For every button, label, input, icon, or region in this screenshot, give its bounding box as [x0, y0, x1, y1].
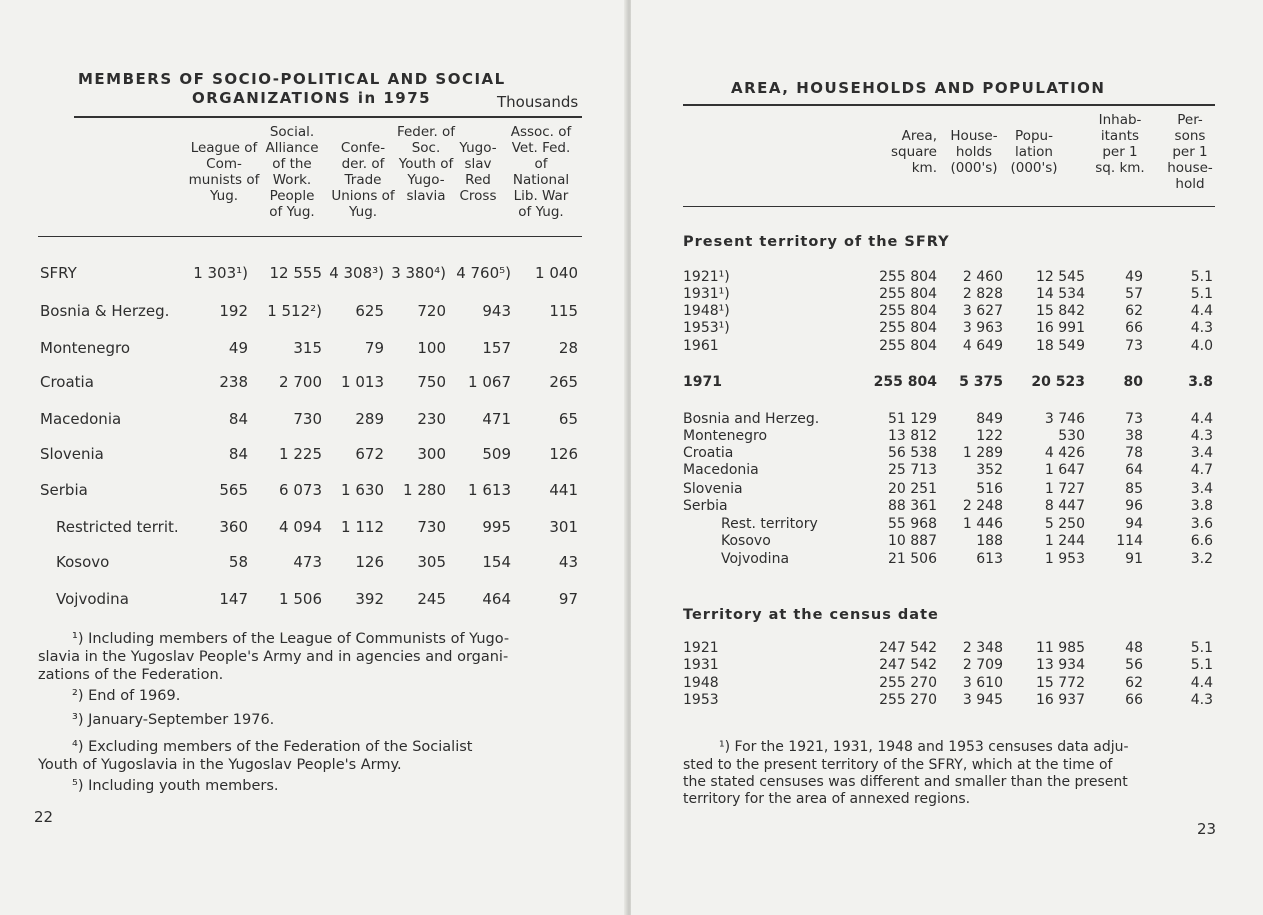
- table-cell: 3.2: [1190, 551, 1213, 567]
- table-cell: 2 460: [962, 269, 1003, 285]
- table-cell: 43: [558, 553, 578, 571]
- page-number-right: 23: [1197, 820, 1217, 838]
- table-cell: 1 244: [1044, 533, 1085, 549]
- right-top-rule: [683, 104, 1215, 106]
- table-cell: 25 713: [888, 462, 937, 478]
- table-row-label: Vojvodina: [56, 590, 129, 608]
- col-header-veterans: Assoc. of Vet. Fed. of National Lib. War of Yug.: [510, 124, 572, 220]
- table-cell: 154: [482, 553, 511, 571]
- footnote-line: zations of the Federation.: [38, 667, 224, 683]
- table-cell: 289: [355, 410, 384, 428]
- table-cell: 352: [976, 462, 1003, 478]
- col-header-league: League of Com- munists of Yug.: [188, 140, 260, 204]
- table-cell: 192: [219, 302, 248, 320]
- col-header-persons-per-household: Per- sons per 1 house- hold: [1167, 112, 1213, 192]
- footnote-line: ¹) Including members of the League of Communists of Yugo-: [72, 631, 510, 647]
- table-cell: 3 380⁴): [391, 264, 446, 282]
- footnote-line: slavia in the Yugoslav People's Army and in agencies and organi-: [38, 649, 509, 665]
- table-cell: 16 937: [1036, 692, 1085, 708]
- table-cell: 1 280: [403, 481, 446, 499]
- table-cell: 3.6: [1190, 516, 1213, 532]
- table-cell: 188: [976, 533, 1003, 549]
- table-cell: 516: [976, 481, 1003, 497]
- table-cell: 2 828: [962, 286, 1003, 302]
- table-cell: 85: [1125, 481, 1143, 497]
- table-cell: 18 549: [1036, 338, 1085, 354]
- table-cell: 1 512²): [267, 302, 322, 320]
- table-cell: 126: [549, 445, 578, 463]
- footnote-line: ³) January-September 1976.: [72, 712, 275, 728]
- table-cell: 4.3: [1190, 320, 1213, 336]
- table-cell: 91: [1125, 551, 1143, 567]
- table-row-label: 1971: [683, 374, 722, 390]
- table-cell: 255 804: [879, 320, 937, 336]
- table-row-label: 1948¹): [683, 303, 730, 319]
- table-row-label: Kosovo: [56, 553, 110, 571]
- table-cell: 122: [976, 428, 1003, 444]
- table-cell: 247 542: [879, 657, 937, 673]
- table-row-label: Serbia: [683, 498, 728, 514]
- table-row-label: 1921: [683, 640, 719, 656]
- table-cell: 1 112: [341, 518, 384, 536]
- table-cell: 4.4: [1190, 303, 1213, 319]
- table-cell: 255 804: [879, 338, 937, 354]
- left-title-line1: MEMBERS OF SOCIO-POLITICAL AND SOCIAL: [78, 70, 506, 88]
- table-cell: 255 804: [879, 303, 937, 319]
- table-cell: 4.4: [1190, 411, 1213, 427]
- table-row-label: Restricted territ.: [56, 518, 179, 536]
- table-cell: 4 094: [279, 518, 322, 536]
- table-cell: 2 248: [962, 498, 1003, 514]
- table-cell: 5 375: [959, 374, 1003, 390]
- table-cell: 613: [976, 551, 1003, 567]
- table-row-label: 1953¹): [683, 320, 730, 336]
- table-cell: 360: [219, 518, 248, 536]
- table-cell: 64: [1125, 462, 1143, 478]
- table-cell: 315: [293, 339, 322, 357]
- table-cell: 55 968: [888, 516, 937, 532]
- table-cell: 100: [417, 339, 446, 357]
- table-cell: 16 991: [1036, 320, 1085, 336]
- table-cell: 2 700: [279, 373, 322, 391]
- table-cell: 730: [293, 410, 322, 428]
- table-cell: 1 613: [468, 481, 511, 499]
- table-cell: 13 934: [1036, 657, 1085, 673]
- table-cell: 5.1: [1190, 286, 1213, 302]
- table-cell: 48: [1125, 640, 1143, 656]
- table-cell: 12 545: [1036, 269, 1085, 285]
- table-cell: 15 842: [1036, 303, 1085, 319]
- table-cell: 4.0: [1190, 338, 1213, 354]
- table-cell: 73: [1125, 338, 1143, 354]
- table-cell: 1 630: [341, 481, 384, 499]
- section-present-territory: Present territory of the SFRY: [683, 234, 950, 250]
- table-cell: 58: [228, 553, 248, 571]
- table-cell: 1 303¹): [193, 264, 248, 282]
- table-row-label: 1961: [683, 338, 719, 354]
- table-cell: 530: [1058, 428, 1085, 444]
- table-row-label: Montenegro: [683, 428, 768, 444]
- table-cell: 88 361: [888, 498, 937, 514]
- table-row-label: Croatia: [683, 445, 734, 461]
- table-cell: 5.1: [1190, 640, 1213, 656]
- top-rule: [74, 116, 582, 118]
- table-cell: 750: [417, 373, 446, 391]
- footnote-line: sted to the present territory of the SFRY, which at the time of: [683, 757, 1113, 773]
- section-census-territory: Territory at the census date: [683, 607, 939, 623]
- units-label: Thousands: [497, 93, 579, 111]
- col-header-population: Popu- lation (000's): [1010, 128, 1058, 176]
- table-cell: 12 555: [269, 264, 322, 282]
- table-cell: 6 073: [279, 481, 322, 499]
- table-cell: 5 250: [1044, 516, 1085, 532]
- table-cell: 625: [355, 302, 384, 320]
- table-cell: 1 727: [1044, 481, 1085, 497]
- table-cell: 38: [1125, 428, 1143, 444]
- table-cell: 441: [549, 481, 578, 499]
- table-cell: 245: [417, 590, 446, 608]
- table-cell: 115: [549, 302, 578, 320]
- table-cell: 1 013: [341, 373, 384, 391]
- table-cell: 247 542: [879, 640, 937, 656]
- col-header-red-cross: Yugo- slav Red Cross: [459, 140, 497, 204]
- table-cell: 995: [482, 518, 511, 536]
- table-row-label: Macedonia: [40, 410, 122, 428]
- table-cell: 2 709: [962, 657, 1003, 673]
- table-row-label: 1931: [683, 657, 719, 673]
- table-cell: 255 804: [879, 286, 937, 302]
- table-cell: 1 289: [962, 445, 1003, 461]
- table-cell: 1 953: [1044, 551, 1085, 567]
- footnote-line: ⁴) Excluding members of the Federation of the Socialist: [72, 739, 473, 755]
- table-cell: 62: [1125, 675, 1143, 691]
- footnote-line: ⁵) Including youth members.: [72, 778, 279, 794]
- table-cell: 13 812: [888, 428, 937, 444]
- table-cell: 157: [482, 339, 511, 357]
- table-cell: 84: [228, 410, 248, 428]
- table-cell: 20 523: [1031, 374, 1085, 390]
- table-cell: 114: [1116, 533, 1143, 549]
- table-row-label: 1948: [683, 675, 719, 691]
- table-cell: 255 804: [873, 374, 937, 390]
- table-cell: 49: [1125, 269, 1143, 285]
- table-row-label: 1953: [683, 692, 719, 708]
- table-cell: 8 447: [1044, 498, 1085, 514]
- table-cell: 21 506: [888, 551, 937, 567]
- table-cell: 14 534: [1036, 286, 1085, 302]
- table-cell: 255 270: [879, 692, 937, 708]
- table-row-label: SFRY: [40, 264, 77, 282]
- table-cell: 3.4: [1190, 481, 1213, 497]
- table-cell: 3 945: [962, 692, 1003, 708]
- page-number-left: 22: [34, 808, 54, 826]
- footnote-line: ²) End of 1969.: [72, 688, 181, 704]
- table-row-label: Croatia: [40, 373, 94, 391]
- footnote-line: the stated censuses was different and smaller than the present: [683, 774, 1128, 790]
- table-cell: 3.8: [1188, 374, 1213, 390]
- table-cell: 147: [219, 590, 248, 608]
- table-cell: 3 627: [962, 303, 1003, 319]
- table-cell: 78: [1125, 445, 1143, 461]
- right-title: AREA, HOUSEHOLDS AND POPULATION: [731, 79, 1106, 97]
- table-row-label: Kosovo: [721, 533, 771, 549]
- table-cell: 15 772: [1036, 675, 1085, 691]
- footnote-line: territory for the area of annexed regions.: [683, 791, 971, 807]
- right-page: [631, 0, 1263, 915]
- table-cell: 4 308³): [329, 264, 384, 282]
- header-rule: [38, 236, 582, 237]
- table-cell: 4.4: [1190, 675, 1213, 691]
- table-row-label: Serbia: [40, 481, 88, 499]
- left-page: [0, 0, 627, 915]
- table-cell: 56 538: [888, 445, 937, 461]
- table-cell: 6.6: [1190, 533, 1213, 549]
- table-cell: 4 426: [1044, 445, 1085, 461]
- table-cell: 126: [355, 553, 384, 571]
- table-row-label: Slovenia: [683, 481, 743, 497]
- table-cell: 4 649: [962, 338, 1003, 354]
- col-header-area: Area, square km.: [891, 128, 937, 176]
- table-cell: 66: [1125, 320, 1143, 336]
- table-cell: 509: [482, 445, 511, 463]
- table-cell: 28: [558, 339, 578, 357]
- table-row-label: Bosnia & Herzeg.: [40, 302, 170, 320]
- table-cell: 305: [417, 553, 446, 571]
- table-cell: 255 804: [879, 269, 937, 285]
- table-cell: 20 251: [888, 481, 937, 497]
- table-cell: 471: [482, 410, 511, 428]
- table-cell: 301: [549, 518, 578, 536]
- table-row-label: Rest. territory: [721, 516, 818, 532]
- table-cell: 1 225: [279, 445, 322, 463]
- table-cell: 4.7: [1190, 462, 1213, 478]
- table-cell: 3.8: [1190, 498, 1213, 514]
- col-header-youth: Feder. of Soc. Youth of Yugo- slavia: [396, 124, 456, 204]
- table-cell: 94: [1125, 516, 1143, 532]
- col-header-density: Inhab- itants per 1 sq. km.: [1095, 112, 1145, 176]
- table-cell: 97: [558, 590, 578, 608]
- table-cell: 565: [219, 481, 248, 499]
- table-cell: 300: [417, 445, 446, 463]
- table-cell: 79: [364, 339, 384, 357]
- table-cell: 230: [417, 410, 446, 428]
- table-cell: 1 067: [468, 373, 511, 391]
- table-cell: 51 129: [888, 411, 937, 427]
- table-cell: 10 887: [888, 533, 937, 549]
- table-cell: 3.4: [1190, 445, 1213, 461]
- table-cell: 2 348: [962, 640, 1003, 656]
- table-cell: 65: [558, 410, 578, 428]
- table-cell: 96: [1125, 498, 1143, 514]
- table-cell: 1 506: [279, 590, 322, 608]
- table-cell: 473: [293, 553, 322, 571]
- table-cell: 3 963: [962, 320, 1003, 336]
- footnote-line: ¹) For the 1921, 1931, 1948 and 1953 censuses data adju-: [719, 739, 1129, 755]
- table-cell: 56: [1125, 657, 1143, 673]
- table-row-label: 1931¹): [683, 286, 730, 302]
- table-cell: 392: [355, 590, 384, 608]
- table-cell: 5.1: [1190, 657, 1213, 673]
- table-cell: 84: [228, 445, 248, 463]
- table-row-label: Macedonia: [683, 462, 759, 478]
- table-row-label: Bosnia and Herzeg.: [683, 411, 820, 427]
- table-cell: 3 610: [962, 675, 1003, 691]
- table-cell: 265: [549, 373, 578, 391]
- table-cell: 238: [219, 373, 248, 391]
- table-cell: 4.3: [1190, 692, 1213, 708]
- col-header-households: House- holds (000's): [950, 128, 998, 176]
- table-row-label: Vojvodina: [721, 551, 790, 567]
- table-cell: 672: [355, 445, 384, 463]
- table-cell: 1 040: [535, 264, 578, 282]
- table-row-label: Slovenia: [40, 445, 104, 463]
- col-header-trade-unions: Confe- der. of Trade Unions of Yug.: [331, 140, 395, 220]
- table-cell: 80: [1123, 374, 1143, 390]
- footnote-line: Youth of Yugoslavia in the Yugoslav People's Army.: [38, 757, 402, 773]
- table-cell: 730: [417, 518, 446, 536]
- table-cell: 849: [976, 411, 1003, 427]
- table-cell: 49: [228, 339, 248, 357]
- table-cell: 943: [482, 302, 511, 320]
- table-cell: 255 270: [879, 675, 937, 691]
- table-cell: 3 746: [1044, 411, 1085, 427]
- table-row-label: 1921¹): [683, 269, 730, 285]
- left-title-line2: ORGANIZATIONS in 1975: [192, 89, 432, 107]
- table-cell: 66: [1125, 692, 1143, 708]
- col-header-social-alliance: Social. Alliance of the Work. People of Yug.: [265, 124, 319, 220]
- table-cell: 4.3: [1190, 428, 1213, 444]
- right-header-rule: [683, 206, 1215, 207]
- table-row-label: Montenegro: [40, 339, 131, 357]
- table-cell: 1 647: [1044, 462, 1085, 478]
- table-cell: 1 446: [962, 516, 1003, 532]
- table-cell: 57: [1125, 286, 1143, 302]
- table-cell: 73: [1125, 411, 1143, 427]
- table-cell: 5.1: [1190, 269, 1213, 285]
- table-cell: 62: [1125, 303, 1143, 319]
- table-cell: 464: [482, 590, 511, 608]
- table-cell: 11 985: [1036, 640, 1085, 656]
- table-cell: 720: [417, 302, 446, 320]
- table-cell: 4 760⁵): [456, 264, 511, 282]
